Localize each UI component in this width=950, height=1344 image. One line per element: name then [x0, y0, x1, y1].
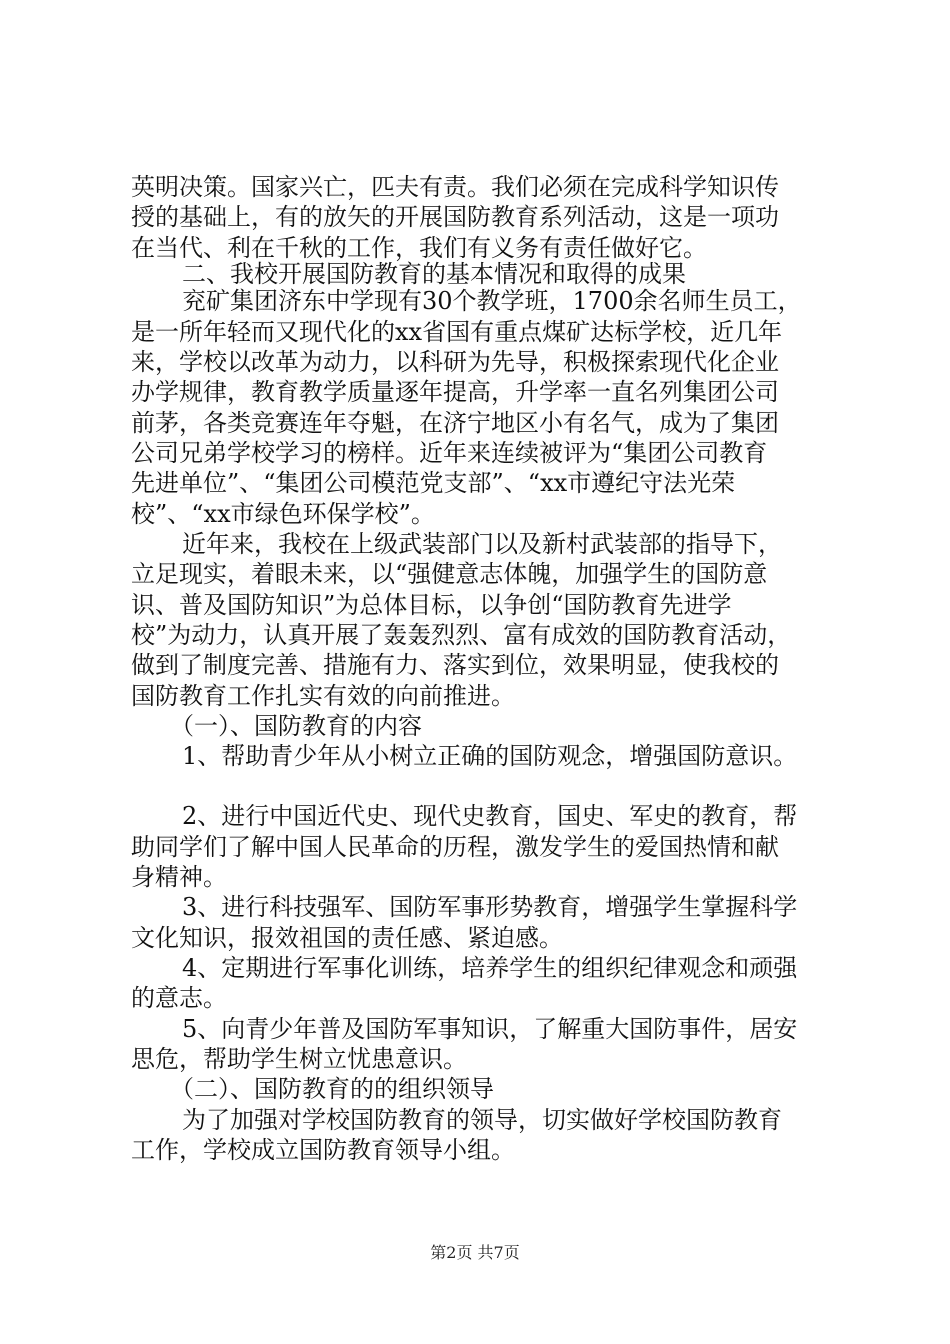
text-line: 近年来，我校在上级武装部门以及新村武装部的指导下， — [182, 530, 782, 558]
text-line: 为了加强对学校国防教育的领导，切实做好学校国防教育 — [182, 1106, 782, 1134]
text-line: 的意志。 — [131, 984, 227, 1012]
list-item: 5、向青少年普及国防军事知识，了解重大国防事件，居安 — [182, 1015, 798, 1043]
text-line: 前茅，各类竞赛连年夺魁，在济宁地区小有名气，成为了集团 — [131, 409, 779, 437]
text-line: 英明决策。国家兴亡，匹夫有责。我们必须在完成科学知识传 — [131, 173, 779, 201]
text-line: 助同学们了解中国人民革命的历程，激发学生的爱国热情和献 — [131, 833, 779, 861]
text-line: 先进单位”、“集团公司模范党支部”、“xx市遵纪守法光荣 — [131, 469, 736, 497]
list-item: 1、帮助青少年从小树立正确的国防观念，增强国防意识。 — [182, 742, 798, 770]
subsection-heading: （二）、国防教育的的组织领导 — [170, 1075, 494, 1103]
text-line: 来，学校以改革为动力，以科研为先导，积极探索现代化企业 — [131, 348, 779, 376]
text-line: 公司兄弟学校学习的榜样。近年来连续被评为“集团公司教育 — [131, 439, 768, 467]
text-line: 兖矿集团济东中学现有30个教学班，1700余名师生员工， — [182, 287, 802, 315]
text-line: 工作，学校成立国防教育领导小组。 — [131, 1136, 515, 1164]
list-item: 4、定期进行军事化训练，培养学生的组织纪律观念和顽强 — [182, 954, 798, 982]
text-line: 识、普及国防知识”为总体目标，以争创“国防教育先进学 — [131, 591, 732, 619]
list-item: 2、进行中国近代史、现代史教育，国史、军史的教育，帮 — [182, 802, 798, 830]
text-line: 身精神。 — [131, 863, 227, 891]
page-footer: 第2页 共7页 — [430, 1243, 520, 1262]
text-line: 校”、“xx市绿色环保学校”。 — [131, 500, 435, 528]
section-heading: 二、我校开展国防教育的基本情况和取得的成果 — [182, 260, 686, 288]
text-line: 做到了制度完善、措施有力、落实到位，效果明显，使我校的 — [131, 651, 779, 679]
text-line: 思危，帮助学生树立忧患意识。 — [131, 1045, 467, 1073]
text-line: 立足现实，着眼未来，以“强健意志体魄，加强学生的国防意 — [131, 560, 768, 588]
text-line: 校”为动力，认真开展了轰轰烈烈、富有成效的国防教育活动， — [131, 621, 792, 649]
list-item: 3、进行科技强军、国防军事形势教育，增强学生掌握科学 — [182, 893, 798, 921]
text-line: 办学规律，教育教学质量逐年提高，升学率一直名列集团公司 — [131, 378, 779, 406]
text-line: 在当代、利在千秋的工作，我们有义务有责任做好它。 — [131, 234, 707, 262]
text-line: 是一所年轻而又现代化的xx省国有重点煤矿达标学校，近几年 — [131, 318, 783, 346]
text-line: 授的基础上，有的放矢的开展国防教育系列活动，这是一项功 — [131, 203, 779, 231]
subsection-heading: （一）、国防教育的内容 — [170, 712, 422, 740]
text-line: 国防教育工作扎实有效的向前推进。 — [131, 682, 515, 710]
text-line: 文化知识，报效祖国的责任感、紧迫感。 — [131, 924, 563, 952]
